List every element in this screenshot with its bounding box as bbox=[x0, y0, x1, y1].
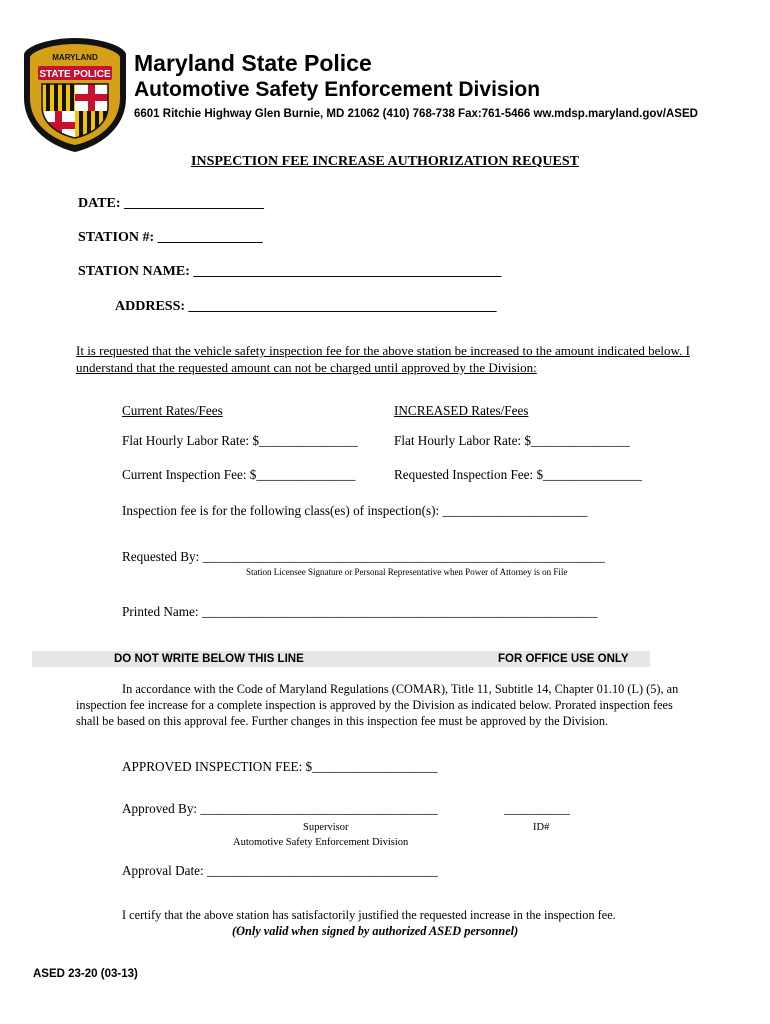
office-use-label: FOR OFFICE USE ONLY bbox=[498, 653, 629, 665]
station-name-field[interactable]: STATION NAME: ____________________________________________ bbox=[78, 264, 502, 279]
approved-fee-field[interactable]: APPROVED INSPECTION FEE: $___________________ bbox=[122, 759, 438, 774]
svg-text:MARYLAND: MARYLAND bbox=[52, 53, 98, 62]
id-label: ID# bbox=[533, 822, 550, 833]
signature-note: Station Licensee Signature or Personal Representative when Power of Attorney is on File bbox=[246, 567, 568, 577]
current-flat-rate-field[interactable]: Flat Hourly Labor Rate: $_______________ bbox=[122, 433, 358, 448]
supervisor-division-label: Automotive Safety Enforcement Division bbox=[233, 837, 409, 848]
division-title: Automotive Safety Enforcement Division bbox=[134, 78, 541, 101]
increased-rates-header: INCREASED Rates/Fees bbox=[394, 403, 529, 418]
agency-address: 6601 Ritchie Highway Glen Burnie, MD 21062 (410) 768-738 Fax:761-5466 ww.mdsp.maryland.gov/ASED bbox=[134, 108, 698, 120]
maryland-state-police-badge-logo bbox=[20, 36, 130, 154]
increased-flat-rate-field[interactable]: Flat Hourly Labor Rate: $_______________ bbox=[394, 433, 630, 448]
request-statement: It is requested that the vehicle safety inspection fee for the above station be increased to the amount indicated below. I understand that the requested amount can not be charged until approved by the Division: bbox=[76, 343, 690, 375]
date-field[interactable]: DATE: ____________________ bbox=[78, 196, 265, 211]
comar-statement bbox=[76, 681, 696, 729]
certification-statement: I certify that the above station has satisfactorily justified the requested increase in the inspection fee. bbox=[122, 908, 616, 922]
approved-by-field[interactable]: Approved By: ____________________________________ bbox=[122, 801, 438, 816]
requested-by-field[interactable]: Requested By: _____________________________________________________________ bbox=[122, 549, 605, 564]
agency-title: Maryland State Police bbox=[134, 50, 372, 76]
do-not-write-label: DO NOT WRITE BELOW THIS LINE bbox=[114, 653, 304, 665]
address-field[interactable]: ADDRESS: ____________________________________________ bbox=[115, 299, 497, 314]
supervisor-label: Supervisor bbox=[303, 822, 349, 833]
approval-date-field[interactable]: Approval Date: ___________________________________ bbox=[122, 863, 438, 878]
svg-text:STATE POLICE: STATE POLICE bbox=[39, 69, 111, 80]
printed-name-field[interactable]: Printed Name: ____________________________________________________________ bbox=[122, 604, 598, 619]
current-rates-header: Current Rates/Fees bbox=[122, 403, 223, 418]
form-title: INSPECTION FEE INCREASE AUTHORIZATION REQUEST bbox=[191, 154, 579, 169]
id-field[interactable]: __________ bbox=[504, 801, 570, 816]
station-number-field[interactable]: STATION #: _______________ bbox=[78, 230, 263, 245]
requested-inspection-fee-field[interactable]: Requested Inspection Fee: $_______________ bbox=[394, 467, 642, 482]
validity-note: (Only valid when signed by authorized ASED personnel) bbox=[232, 924, 519, 938]
comar-text: In accordance with the Code of Maryland Regulations (COMAR), Title 11, Subtitle 14, Chapter 01.10 (L) (5), an inspection fee increase for a complete inspection is approved by the Division as indicated below. Prorated inspection fees shall be based on this approval fee. Further changes in this inspection fee must be approved by the Division. bbox=[76, 682, 679, 728]
current-inspection-fee-field[interactable]: Current Inspection Fee: $_______________ bbox=[122, 467, 356, 482]
form-number: ASED 23-20 (03-13) bbox=[33, 968, 138, 980]
inspection-classes-field[interactable]: Inspection fee is for the following class(es) of inspection(s): ______________________ bbox=[122, 503, 588, 518]
